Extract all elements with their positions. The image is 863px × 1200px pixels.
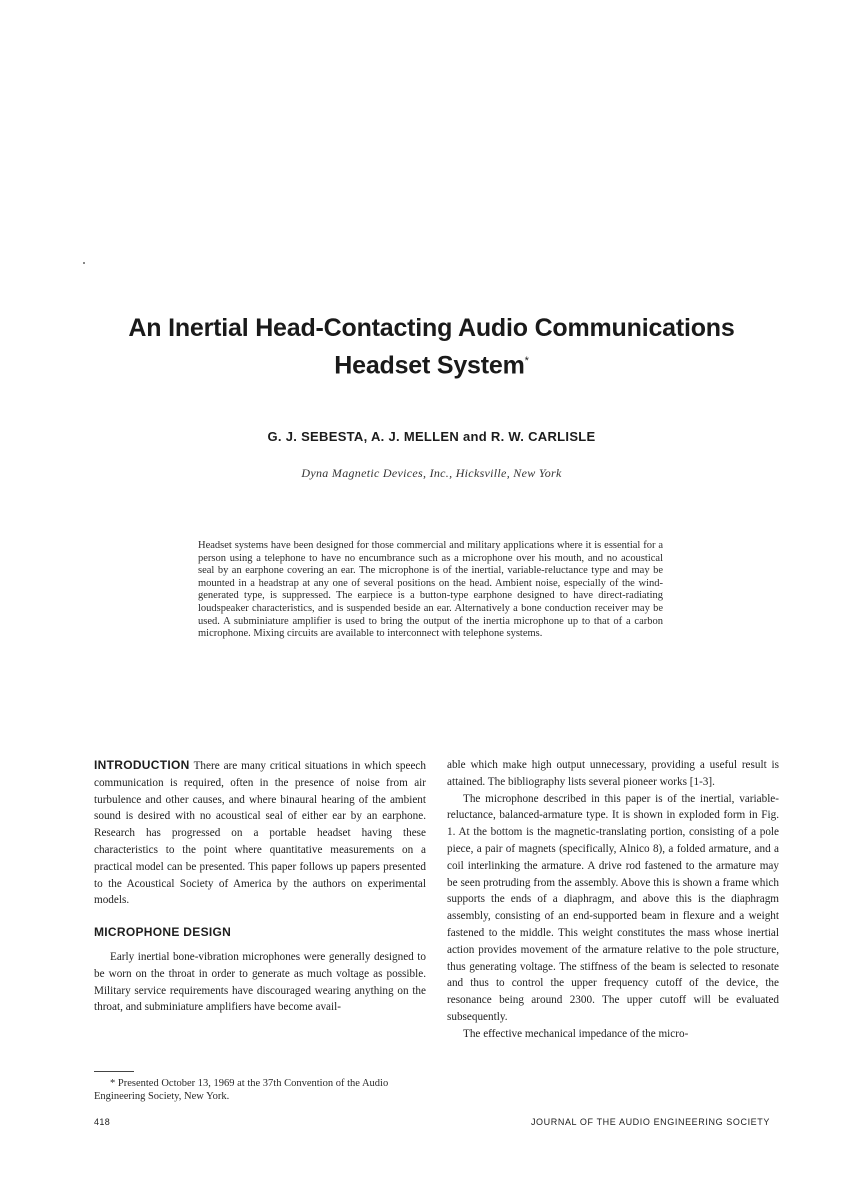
affiliation: Dyna Magnetic Devices, Inc., Hicksville, New York <box>301 466 562 480</box>
intro-paragraph <box>94 757 426 909</box>
title-line-2 <box>80 345 783 382</box>
footnote: * Presented October 13, 1969 at the 37th Convention of the Audio Engineering Society, New York. <box>94 1078 389 1102</box>
mic-design-heading: MICROPHONE DESIGN <box>94 925 232 940</box>
title-line-1: An Inertial Head-Contacting Audio Communications <box>128 314 735 342</box>
left-column <box>94 757 426 1016</box>
right-paragraph-1: able which make high output unnecessary, providing a useful result is attained. The bibliography lists several pioneer works [1-3]. <box>447 759 779 788</box>
right-paragraph-2: The microphone described in this paper is of the inertial, variable-reluctance, balanced-armature type. It is shown in exploded form in Fig. 1. At the bottom is the magnetic-translating portion, consisting of a pole piece, a pair of magnets (specifically, Alnico 8), a folded armature, and a coil interlinking the armature. A drive rod fastened to the armature may be seen protruding from the assembly. Above this is shown a frame which supports the ends of a diaphragm, and above this is the diaphragm assembly, consisting of an end-supported beam in flexure and a weight fastened to the middle. This weight constitutes the mass whose inertial action provides movement of the armature relative to the pole structure, thus generating voltage. The stiffness of the beam is selected to resonate and thus to control the upper frequency cutoff of the device, the resonance being around 2300. The upper cutoff will be evaluated subsequently. <box>447 792 779 1023</box>
right-paragraph-3: The effective mechanical impedance of the micro- <box>463 1027 689 1040</box>
author-list: G. J. SEBESTA, A. J. MELLEN and R. W. CARLISLE <box>267 429 596 444</box>
right-column <box>447 757 779 1043</box>
paper-title <box>80 312 783 382</box>
scan-speck <box>83 262 85 264</box>
page-number: 418 <box>94 1117 111 1127</box>
title-line-2-text: Headset System <box>334 351 525 380</box>
footnote-rule <box>94 1071 134 1072</box>
intro-heading: INTRODUCTION <box>94 758 190 772</box>
title-footnote-mark: * <box>524 355 529 367</box>
intro-text: There are many critical situations in which speech communication is required, often in the presence of noise from air turbulence and other causes, and where binaural hearing of the ambient sound is desired with no acoustical seal of either ear by an earphone. Research has progressed on a portable headset having these characteristics to the point where quantitative measurements on a practical model can be presented. This paper follows up papers presented to the Acoustical Society of America by the authors on experimental models. <box>94 760 426 907</box>
abstract: Headset systems have been designed for those commercial and military applications where it is essential for a person using a telephone to have no encumbrance such as a microphone over his mouth, and no acoustical seal by an earphone covering an ear. The microphone is of the inertial, variable-reluctance type and may be mounted in a headstrap at any one of several positions on the head. Ambient noise, especially of the wind-generated type, is suppressed. The earpiece is a button-type earphone designed to have direct-radiating loudspeaker characteristics, and is suspended beside an ear. Alternatively a bone conduction receiver may be used. A subminiature amplifier is used to bring the output of the inertia microphone up to that of a carbon microphone. Mixing circuits are available to interconnect with telephone systems. <box>198 540 663 640</box>
journal-name: JOURNAL OF THE AUDIO ENGINEERING SOCIETY <box>530 1117 770 1127</box>
mic-design-paragraph: Early inertial bone-vibration microphones were generally designed to be worn on the throat in order to generate as much voltage as possible. Military service requirements have discouraged wearing anything on the throat, and subminiature amplifiers have become avail- <box>94 950 426 1014</box>
